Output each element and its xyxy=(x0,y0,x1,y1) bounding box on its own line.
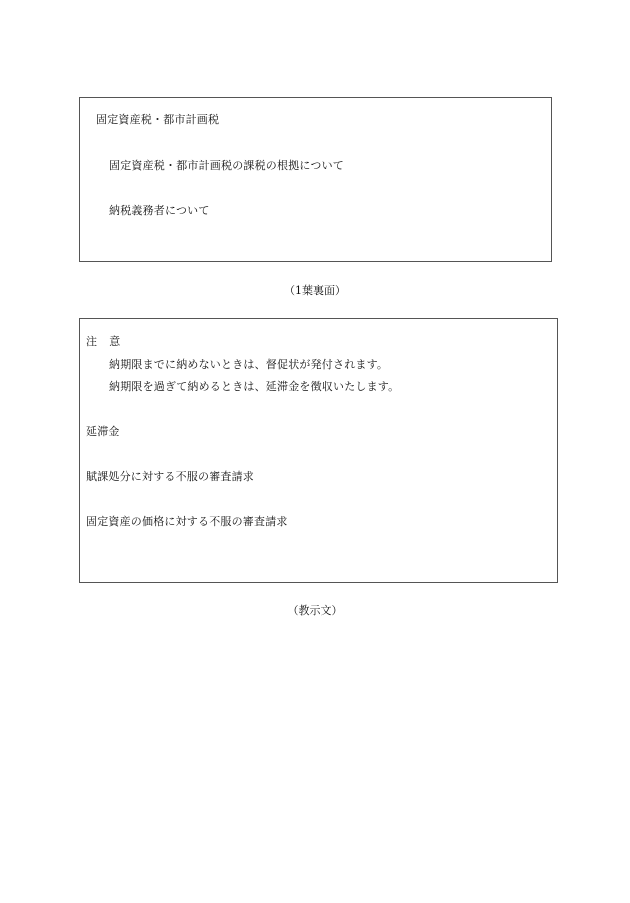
section-heading: 固定資産税・都市計画税 xyxy=(96,113,220,126)
late-fee-heading: 延滞金 xyxy=(86,425,120,438)
note-label-first: 注 xyxy=(86,335,98,348)
taxpayer-item: 納税義務者について xyxy=(109,204,210,217)
note-label xyxy=(86,335,120,349)
page-caption-back: （1葉裏面） xyxy=(284,284,346,297)
appeal-price-heading: 固定資産の価格に対する不服の審査請求 xyxy=(86,515,288,528)
note-label-second: 意 xyxy=(109,335,121,348)
notice-box xyxy=(79,318,558,583)
note-line-late-fee: 納期限を過ぎて納めるときは、延滞金を徴収いたします。 xyxy=(109,380,400,393)
appeal-tax-heading: 賦課処分に対する不服の審査請求 xyxy=(86,470,254,483)
page-caption-instruction: （教示文） xyxy=(287,604,343,617)
tax-basis-box xyxy=(79,97,552,262)
basis-item: 固定資産税・都市計画税の課税の根拠について xyxy=(109,159,344,172)
note-line-overdue: 納期限までに納めないときは、督促状が発付されます。 xyxy=(109,358,389,371)
